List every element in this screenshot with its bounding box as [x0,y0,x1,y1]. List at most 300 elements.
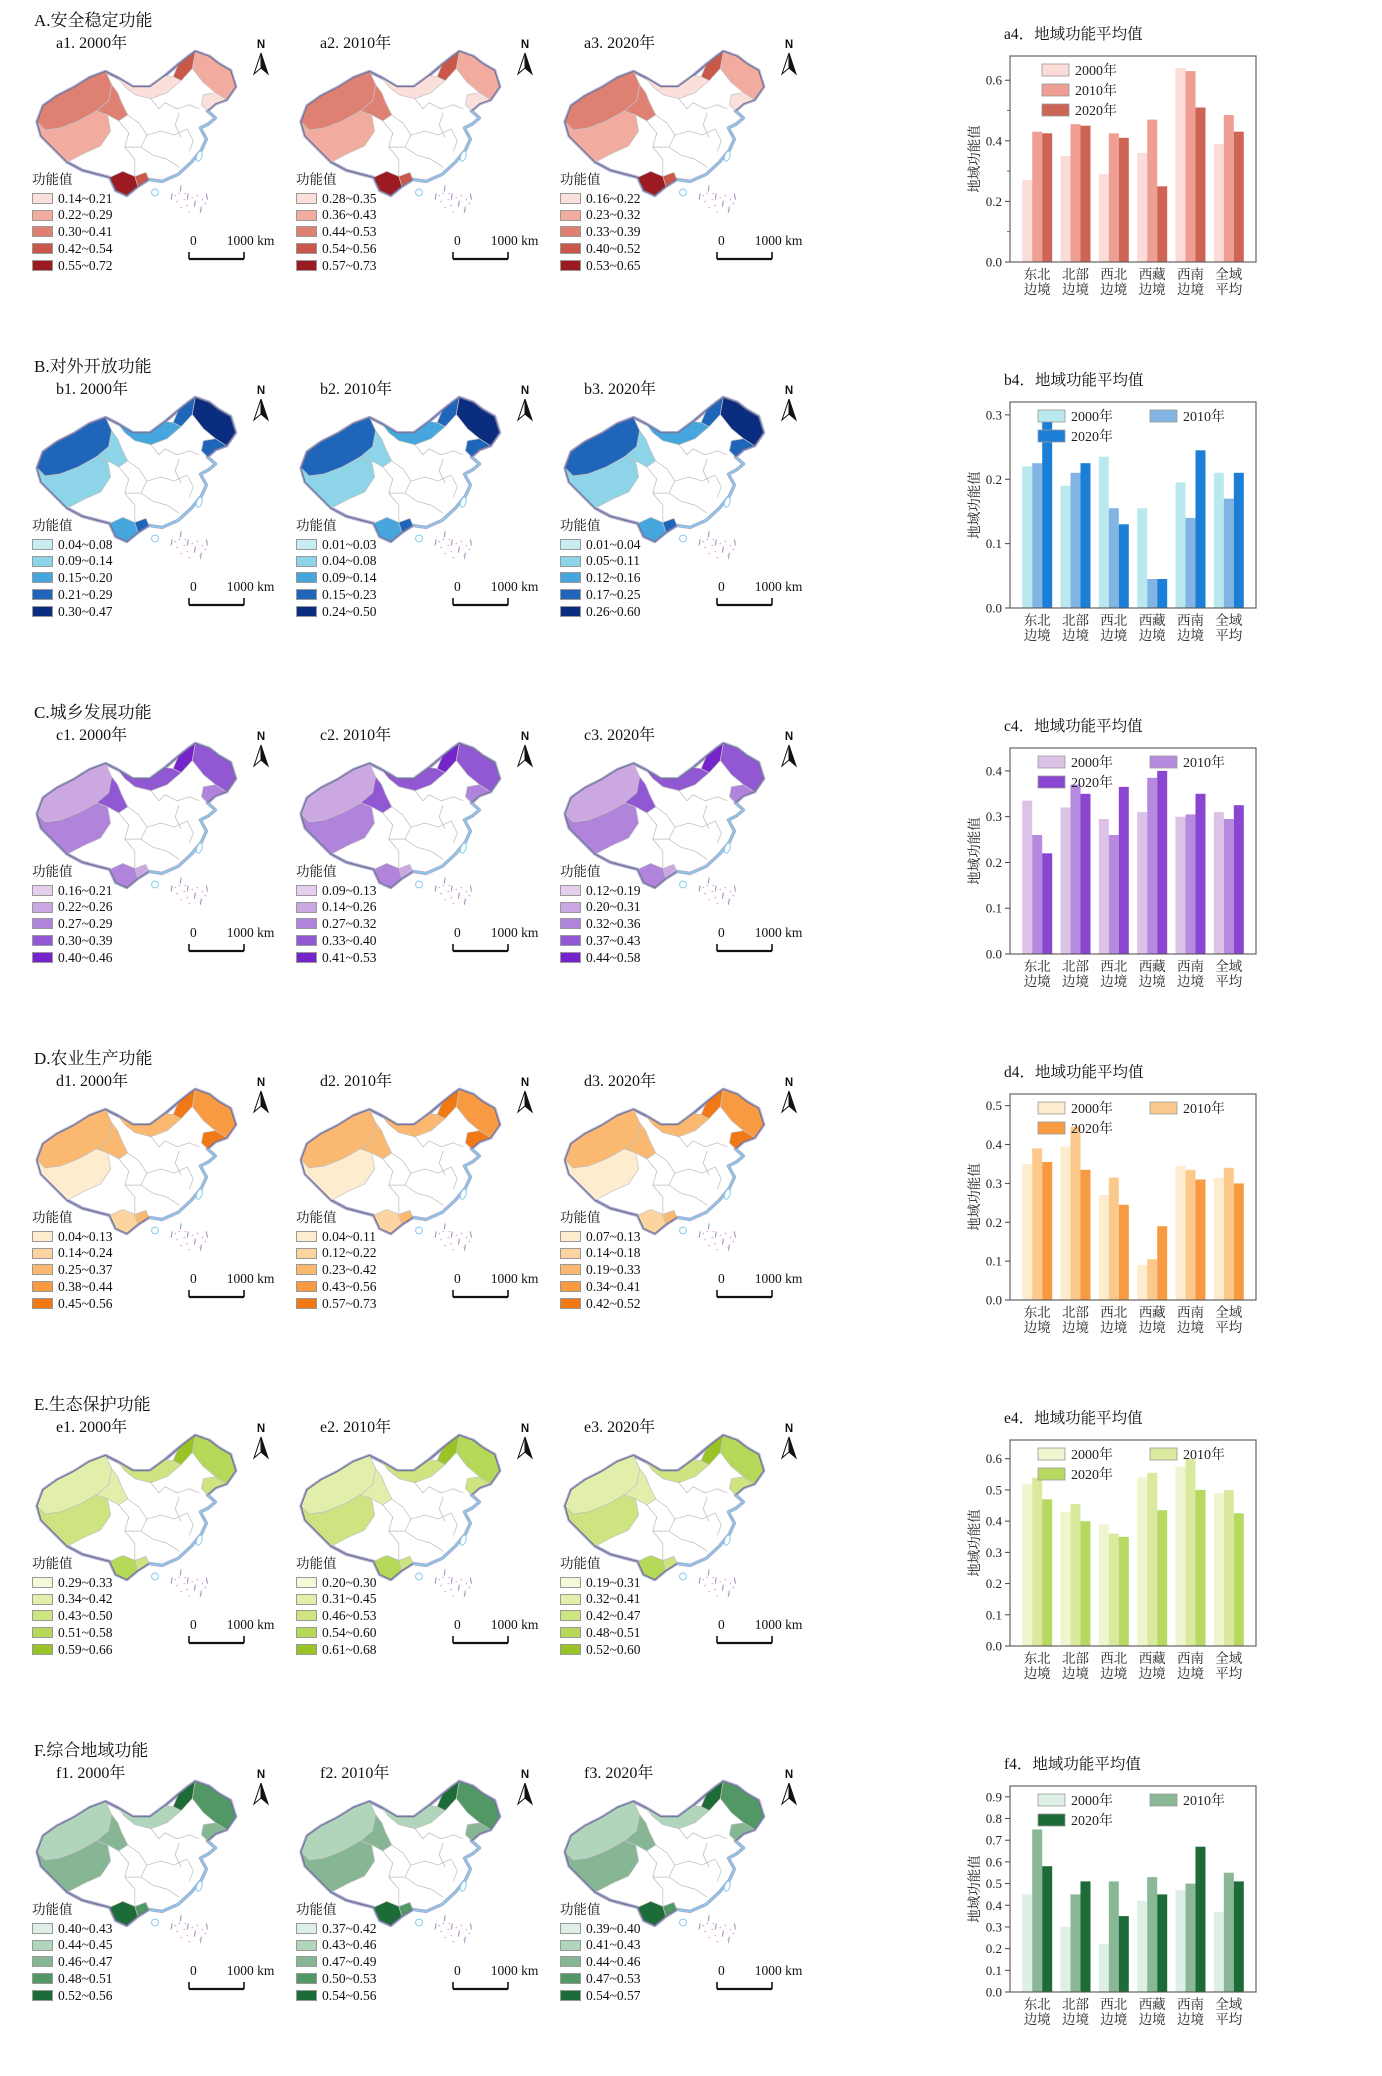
island-dot [723,203,725,205]
nine-dash-line-segment [444,1223,445,1229]
map-legend-item [296,553,377,570]
x-tick-label-line2: 边境 [1100,2012,1128,2027]
x-tick-label-line1: 北部 [1062,1305,1089,1320]
island-dot [730,1929,732,1931]
legend-color-swatch [296,1231,317,1242]
map-legend-title: 功能值 [32,1210,73,1225]
bar-2020年-东北边境 [1042,421,1052,608]
island-dot [205,203,207,205]
map-legend-item [296,1970,377,1987]
bar-2000年-东北边境 [1022,1894,1032,1992]
north-arrow [514,1770,536,1810]
island-dot [733,1587,735,1589]
map-legend-title: 功能值 [32,518,73,533]
x-tick-label-line1: 全域 [1215,613,1243,628]
legend-range-label: 0.38~0.44 [58,1279,113,1295]
legend-range-label: 0.57~0.73 [322,257,377,273]
island-dot [442,1577,444,1579]
map-legend-item [32,1641,113,1658]
bar-2010年-西北边境 [1109,835,1119,954]
scale-bar-icon [188,598,248,607]
bar-2010年-西北边境 [1109,133,1119,262]
island-dot [733,895,735,897]
map-panel [554,346,818,692]
map-legend-item [296,1641,377,1658]
bar-2010年-西藏边境 [1147,579,1157,608]
section-label: C.城乡发展功能 [34,703,152,722]
map-legend-item [560,240,641,257]
scale-zero-label: 0 [454,1271,461,1286]
island-dot [716,211,718,213]
figure-row [0,0,1382,346]
bar-2010年-北部边境 [1071,473,1081,608]
hainan-island [416,1919,423,1926]
island-dot [438,1233,440,1235]
island-dot [444,553,446,555]
x-tick-label-line2: 边境 [1138,2012,1166,2027]
bar-2020年-西藏边境 [1157,1894,1167,1992]
x-tick-label-line2: 边境 [1100,628,1128,643]
island-dot [200,1593,202,1595]
y-tick-label: 0.4 [985,1897,1002,1913]
map-legend [32,1206,113,1312]
island-dot [200,555,202,557]
scale-bar-icon [188,1290,248,1299]
map-legend-item [296,570,377,587]
nine-dash-line-segment [187,886,188,892]
x-tick-label-line1: 西藏 [1138,613,1166,628]
island-dot [461,541,463,543]
bar-2000年-西北边境 [1099,1944,1109,1992]
map-title: d3. 2020年 [584,1073,657,1090]
island-dot [464,901,466,903]
legend-label: 2000年 [1071,1448,1113,1463]
map-legend-item [296,1954,377,1971]
map-legend-item [296,1608,377,1625]
island-dot [188,1941,190,1943]
map-legend-item [296,916,377,933]
legend-color-swatch [296,1973,317,1984]
bar-2000年-西藏边境 [1137,1901,1147,1992]
legend-range-label: 0.24~0.50 [322,603,377,619]
chart-title: e4．地域功能平均值 [1004,1410,1143,1427]
north-label: N [784,385,794,397]
legend-color-swatch [32,885,53,896]
nine-dash-line-segment [171,540,172,546]
island-dot [205,1933,207,1935]
legend-range-label: 0.26~0.60 [586,603,641,619]
bar-2020年-北部边境 [1081,1170,1091,1300]
y-tick-label: 0.0 [985,254,1002,270]
scale-zero-label: 0 [190,579,197,594]
map-legend-item [296,190,377,207]
map-legend [560,860,641,966]
bar-2020年-西北边境 [1119,1205,1129,1300]
north-arrow [778,1424,800,1464]
nine-dash-line-segment [187,1578,188,1584]
section-label: A.安全稳定功能 [34,11,153,30]
x-tick-label-line1: 西藏 [1138,1651,1166,1666]
legend-swatch-2010年 [1150,756,1177,768]
island-dot [723,549,725,551]
map-legend-item [296,224,377,241]
island-dot [442,193,444,195]
island-dot [202,1583,204,1585]
island-dot [452,903,454,905]
bar-2010年-北部边境 [1071,1504,1081,1646]
scale-distance-label: 1000 km [490,233,539,248]
north-label: N [784,1769,794,1781]
legend-color-swatch [32,1644,53,1655]
map-legend-item [296,603,377,620]
bar-2000年-全域平均 [1214,144,1224,262]
island-dot [186,1935,188,1937]
island-dot [180,207,182,209]
island-dot [202,1237,204,1239]
nine-dash-line-segment [734,540,735,546]
island-dot [459,1933,461,1935]
bar-2000年-全域平均 [1214,473,1224,608]
island-dot [183,199,185,201]
island-dot [447,1583,449,1585]
bar-2020年-东北边境 [1042,133,1052,262]
bar-chart [960,1778,1290,2060]
north-arrow-icon [780,1090,798,1114]
island-dot [733,1241,735,1243]
nine-dash-line-segment [435,540,436,546]
legend-label: 2020年 [1071,1814,1113,1829]
map-panel [554,1038,818,1384]
legend-range-label: 0.43~0.56 [322,1279,377,1295]
nine-dash-line-segment [451,194,452,200]
scale-bar-icon [716,1290,776,1299]
north-arrow [514,40,536,80]
scale-zero-label: 0 [718,1617,725,1632]
island-dot [712,885,714,887]
map-legend-item [560,1295,641,1312]
island-dot [440,1931,442,1933]
north-arrow [514,1424,536,1464]
legend-range-label: 0.54~0.57 [586,1987,641,2003]
y-tick-label: 0.4 [985,1137,1002,1153]
bar-2020年-东北边境 [1042,1866,1052,1992]
nine-dash-line-segment [206,194,207,200]
island-dot [711,545,713,547]
legend-color-swatch [560,243,581,254]
island-dot [444,1937,446,1939]
bar-chart-panel [960,1038,1370,1384]
map-legend-title: 功能值 [560,1902,601,1917]
nine-dash-line-segment [180,185,181,191]
map-legend-title: 功能值 [560,518,601,533]
island-dot [183,1929,185,1931]
scale-bar-icon [452,598,512,607]
scale-distance-label: 1000 km [226,1963,275,1978]
legend-color-swatch [32,193,53,204]
north-arrow [250,1424,272,1464]
island-dot [195,1241,197,1243]
legend-color-swatch [296,1923,317,1934]
island-dot [191,543,193,545]
map-legend-item [296,586,377,603]
legend-range-label: 0.32~0.36 [586,916,641,932]
map-legend-item [560,1245,641,1262]
island-dot [197,541,199,543]
bar-2000年-全域平均 [1214,1493,1224,1646]
island-dot [202,891,204,893]
nine-dash-line-segment [180,1223,181,1229]
nine-dash-line-segment [470,194,471,200]
legend-range-label: 0.34~0.42 [58,1591,113,1607]
scale-zero-label: 0 [718,233,725,248]
bar-2000年-西南边境 [1176,1467,1186,1647]
scale-distance-label: 1000 km [754,1963,803,1978]
legend-range-label: 0.12~0.22 [322,1245,377,1261]
north-label: N [784,1423,794,1435]
x-tick-label-line1: 全域 [1215,1305,1243,1320]
x-tick-label-line2: 平均 [1215,1666,1243,1681]
island-dot [176,893,178,895]
legend-swatch-2010年 [1150,1102,1177,1114]
island-dot [716,1595,718,1597]
island-dot [466,1583,468,1585]
legend-color-swatch [560,935,581,946]
legend-color-swatch [560,606,581,617]
bar-2010年-北部边境 [1071,124,1081,262]
map-legend [560,1206,641,1312]
scale-zero-label: 0 [718,579,725,594]
nine-dash-line-segment [435,1578,436,1584]
scale-zero-label: 0 [190,1617,197,1632]
north-arrow [250,1770,272,1810]
y-axis-title: 地域功能值 [967,1509,982,1577]
island-dot [716,1249,718,1251]
map-legend-item [560,1937,641,1954]
island-dot [452,1941,454,1943]
legend-color-swatch [296,935,317,946]
legend-color-swatch [32,572,53,583]
y-tick-label: 0.6 [985,1451,1002,1467]
legend-color-swatch [296,1627,317,1638]
legend-color-swatch [296,556,317,567]
legend-range-label: 0.37~0.42 [322,1920,377,1936]
island-dot [200,209,202,211]
bar-2010年-西南边境 [1186,1459,1196,1646]
bar-2010年-西南边境 [1186,814,1196,954]
island-dot [455,543,457,545]
bar-2000年-全域平均 [1214,1178,1224,1300]
legend-swatch-2000年 [1038,1794,1065,1806]
legend-range-label: 0.44~0.58 [586,949,641,965]
legend-color-swatch [32,1923,53,1934]
island-dot [180,1591,182,1593]
map-legend-item [32,1608,113,1625]
bar-2010年-西藏边境 [1147,778,1157,954]
island-dot [469,1241,471,1243]
y-axis-title: 地域功能值 [967,817,982,885]
x-tick-label-line1: 西藏 [1138,267,1166,282]
legend-color-swatch [32,1231,53,1242]
map-legend [32,168,113,274]
north-label: N [256,385,266,397]
map-panel [290,1384,554,1730]
x-tick-label-line1: 全域 [1215,959,1243,974]
legend-range-label: 0.17~0.25 [586,587,641,603]
legend-color-swatch [560,952,581,963]
north-label: N [520,1423,530,1435]
bar-2020年-北部边境 [1081,794,1091,954]
map-legend [32,1898,113,2004]
scale-distance-label: 1000 km [226,925,275,940]
x-tick-label-line2: 边境 [1100,282,1128,297]
scale-zero-label: 0 [454,579,461,594]
x-tick-label-line2: 边境 [1023,974,1051,989]
map-title: f1. 2000年 [56,1765,126,1782]
legend-range-label: 0.40~0.43 [58,1920,113,1936]
scale-bar [450,926,546,958]
chart-title: c4．地域功能平均值 [1004,718,1143,735]
island-dot [706,885,708,887]
nine-dash-line-segment [715,194,716,200]
bar-2000年-西南边境 [1176,68,1186,262]
island-dot [197,887,199,889]
island-dot [464,1247,466,1249]
legend-label: 2010年 [1183,1794,1225,1809]
north-label: N [784,39,794,51]
legend-color-swatch [560,918,581,929]
map-legend-item [32,1987,113,2004]
map-legend-title: 功能值 [296,864,337,879]
island-dot [733,1933,735,1935]
legend-range-label: 0.04~0.11 [322,1228,377,1244]
y-tick-label: 0.4 [985,133,1002,149]
x-tick-label-line2: 边境 [1100,974,1128,989]
scale-bar [186,1964,282,1996]
legend-range-label: 0.61~0.68 [322,1641,377,1657]
chart-title: f4．地域功能平均值 [1004,1756,1141,1773]
island-dot [205,895,207,897]
x-tick-label-line2: 边境 [1100,1320,1128,1335]
island-dot [725,541,727,543]
north-arrow [778,40,800,80]
map-legend-item [560,190,641,207]
bar-2000年-西藏边境 [1137,153,1147,262]
island-dot [725,1579,727,1581]
island-dot [466,545,468,547]
bar-2020年-东北边境 [1042,853,1052,954]
legend-range-label: 0.33~0.40 [322,933,377,949]
island-dot [464,555,466,557]
legend-color-swatch [560,539,581,550]
hainan-island [416,881,423,888]
bar-2020年-东北边境 [1042,1162,1052,1300]
legend-label: 2000年 [1075,64,1117,79]
map-legend-item [296,1937,377,1954]
island-dot [706,193,708,195]
island-dot [728,1939,730,1941]
legend-range-label: 0.28~0.35 [322,190,377,206]
x-tick-label-line2: 边境 [1177,1320,1204,1335]
map-title: a3. 2020年 [584,35,656,52]
map-column-group [0,1038,818,1384]
legend-range-label: 0.41~0.53 [322,949,377,965]
scale-distance-label: 1000 km [490,1617,539,1632]
island-dot [444,1591,446,1593]
north-arrow [250,1078,272,1118]
nine-dash-line-segment [715,1232,716,1238]
map-panel [290,346,554,692]
x-tick-label-line1: 西藏 [1138,959,1166,974]
north-arrow-icon [252,52,270,76]
map-title: b2. 2010年 [320,381,393,398]
map-legend-title: 功能值 [32,1556,73,1571]
nine-dash-line-segment [171,886,172,892]
north-arrow [250,386,272,426]
island-dot [719,1235,721,1237]
y-axis-title: 地域功能值 [967,1855,982,1923]
map-panel [290,1038,554,1384]
legend-color-swatch [296,1644,317,1655]
y-tick-label: 0.2 [985,471,1002,487]
island-dot [708,1245,710,1247]
y-tick-label: 0.1 [985,900,1002,916]
legend-range-label: 0.19~0.31 [586,1574,641,1590]
island-dot [188,557,190,559]
legend-color-swatch [296,1594,317,1605]
legend-color-swatch [296,1248,317,1259]
y-tick-label: 0.4 [985,763,1002,779]
map-title: b3. 2020年 [584,381,657,398]
legend-range-label: 0.44~0.46 [586,1954,641,1970]
island-dot [180,1937,182,1939]
north-label: N [520,39,530,51]
map-legend-item [32,1624,113,1641]
x-tick-label-line2: 边境 [1177,974,1204,989]
scale-zero-label: 0 [190,925,197,940]
island-dot [702,195,704,197]
map-legend-item [32,570,113,587]
nine-dash-line-segment [699,1578,700,1584]
map-legend-title: 功能值 [560,1210,601,1225]
island-dot [444,1245,446,1247]
nine-dash-line-segment [187,1924,188,1930]
north-label: N [520,731,530,743]
bar-2020年-西藏边境 [1157,1226,1167,1300]
legend-range-label: 0.37~0.43 [586,933,641,949]
legend-color-swatch [296,902,317,913]
map-legend-item [32,1937,113,1954]
map-legend [296,514,377,620]
island-dot [714,897,716,899]
x-tick-label-line2: 边境 [1062,1320,1089,1335]
north-arrow-icon [252,1782,270,1806]
legend-color-swatch [560,556,581,567]
legend-range-label: 0.09~0.14 [322,570,377,586]
bar-2010年-西北边境 [1109,1178,1119,1300]
bar-2010年-东北边境 [1032,835,1042,954]
map-legend-title: 功能值 [32,172,73,187]
island-dot [733,203,735,205]
bar-2010年-北部边境 [1071,1127,1081,1300]
y-tick-label: 0.7 [985,1832,1002,1848]
island-dot [197,1233,199,1235]
map-panel [290,0,554,346]
legend-range-label: 0.45~0.56 [58,1295,113,1311]
map-legend-item [296,1295,377,1312]
bar-2000年-北部边境 [1061,156,1071,262]
island-dot [450,897,452,899]
nine-dash-line-segment [171,1232,172,1238]
